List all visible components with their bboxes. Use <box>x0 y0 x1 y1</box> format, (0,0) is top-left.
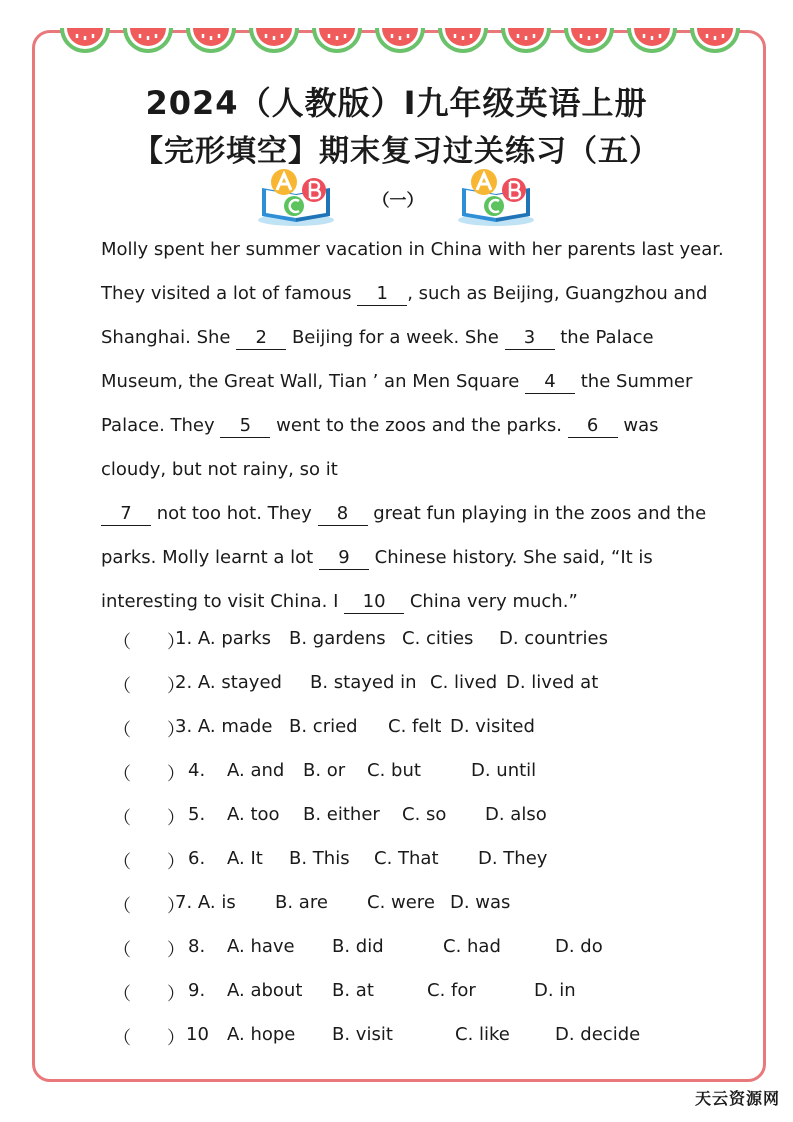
passage-text: cloudy, but not rainy, so it <box>101 459 338 480</box>
option-d: D. lived at <box>506 672 599 693</box>
watermelon-slice-icon <box>499 26 553 60</box>
answer-paren[interactable]: （ ） <box>113 1028 185 1049</box>
watermelon-slice-icon <box>625 26 679 60</box>
option-c: C. like <box>455 1024 510 1045</box>
passage-line <box>101 448 721 492</box>
passage-text: Museum, the Great Wall, Tian ’ an Men Square <box>101 371 526 392</box>
option-c: C. were <box>367 892 435 913</box>
answer-paren[interactable]: （ ） <box>113 940 185 961</box>
passage-line <box>101 272 721 316</box>
answer-blank-7[interactable]: 7 <box>101 503 151 526</box>
answer-paren[interactable]: （ ） <box>113 720 185 741</box>
watermelon-border-row <box>0 0 793 70</box>
option-a: A. and <box>227 760 285 781</box>
option-b: B. are <box>275 892 328 913</box>
page-subtitle: 【完形填空】期末复习过关练习（五） <box>133 134 660 169</box>
passage-text: Shanghai. She <box>101 327 237 348</box>
option-b: B. or <box>303 760 346 781</box>
watermelon-slice-icon <box>247 26 301 60</box>
answer-paren[interactable]: （ ） <box>113 676 185 697</box>
option-b: B. stayed in <box>310 672 417 693</box>
watermelon-slice-icon <box>121 26 175 60</box>
option-d: D. do <box>555 936 603 957</box>
passage-text: parks. Molly learnt a lot <box>101 547 319 568</box>
option-d: D. countries <box>499 628 608 649</box>
question-number: 5. <box>188 804 206 825</box>
option-b: B. gardens <box>289 628 386 649</box>
option-c: C. felt <box>388 716 442 737</box>
answer-paren[interactable]: （ ） <box>113 764 185 785</box>
answer-paren[interactable]: （ ） <box>113 808 185 829</box>
answer-blank-3[interactable]: 3 <box>505 327 555 350</box>
option-a: 1. A. parks <box>175 628 271 649</box>
watermelon-slice-icon <box>184 26 238 60</box>
answer-blank-8[interactable]: 8 <box>318 503 368 526</box>
watermelon-slice-icon <box>436 26 490 60</box>
option-a: A. too <box>227 804 280 825</box>
answer-blank-4[interactable]: 4 <box>525 371 575 394</box>
option-d: D. in <box>534 980 576 1001</box>
watermelon-slice-icon <box>310 26 364 60</box>
option-c: C. lived <box>430 672 498 693</box>
option-b: B. did <box>332 936 384 957</box>
option-b: B. This <box>289 848 350 869</box>
answer-blank-2[interactable]: 2 <box>236 327 286 350</box>
page-title: 2024（人教版）Ⅰ九年级英语上册 <box>145 84 648 122</box>
question-number: 6. <box>188 848 206 869</box>
watermelon-slice-icon <box>58 26 112 60</box>
passage-line <box>101 536 721 580</box>
passage-text: the Palace <box>554 327 654 348</box>
answer-blank-1[interactable]: 1 <box>357 283 407 306</box>
option-a: A. It <box>227 848 263 869</box>
abc-book-icon <box>256 168 336 228</box>
passage-text: China very much.” <box>404 591 578 612</box>
option-d: D. visited <box>450 716 535 737</box>
passage-text: was <box>617 415 659 436</box>
answer-blank-5[interactable]: 5 <box>220 415 270 438</box>
option-d: D. decide <box>555 1024 641 1045</box>
answer-paren[interactable]: （ ） <box>113 984 185 1005</box>
option-c: C. That <box>374 848 439 869</box>
option-d: D. also <box>485 804 547 825</box>
option-c: C. but <box>367 760 421 781</box>
option-a: A. have <box>227 936 295 957</box>
passage-line <box>101 228 724 272</box>
option-a: 7. A. is <box>175 892 236 913</box>
question-number: 8. <box>188 936 206 957</box>
answer-blank-10[interactable]: 10 <box>344 591 404 614</box>
option-c: C. so <box>402 804 447 825</box>
option-d: D. until <box>471 760 537 781</box>
option-c: C. cities <box>402 628 474 649</box>
option-c: C. had <box>443 936 501 957</box>
option-b: B. at <box>332 980 374 1001</box>
question-number: 9. <box>188 980 206 1001</box>
passage-line <box>101 360 721 404</box>
question-number: 4. <box>188 760 206 781</box>
passage-text: went to the zoos and the parks. <box>270 415 568 436</box>
watermelon-slice-icon <box>373 26 427 60</box>
passage-text: Chinese history. She said, “It is <box>368 547 653 568</box>
passage-line <box>101 404 721 448</box>
passage-text: great fun playing in the zoos and the <box>367 503 707 524</box>
passage-text: They visited a lot of famous <box>101 283 358 304</box>
answer-paren[interactable]: （ ） <box>113 896 185 917</box>
abc-book-icon <box>456 168 536 228</box>
option-a: 2. A. stayed <box>175 672 282 693</box>
answer-paren[interactable]: （ ） <box>113 632 185 653</box>
passage-text: Beijing for a week. She <box>286 327 505 348</box>
option-c: C. for <box>427 980 476 1001</box>
option-a: 3. A. made <box>175 716 273 737</box>
section-heading: （一） <box>372 191 424 211</box>
passage-text: Palace. They <box>101 415 221 436</box>
option-d: D. was <box>450 892 511 913</box>
question-number: 10 <box>186 1024 209 1045</box>
answer-paren[interactable]: （ ） <box>113 852 185 873</box>
passage-text: Molly spent her summer vacation in China with her parents last year. <box>101 239 724 260</box>
passage-line <box>101 492 721 536</box>
site-watermark: 天云资源网 <box>695 1089 781 1108</box>
passage-text: the Summer <box>575 371 693 392</box>
option-b: B. cried <box>289 716 358 737</box>
watermelon-slice-icon <box>688 26 742 60</box>
option-d: D. They <box>478 848 548 869</box>
passage-line <box>101 580 721 624</box>
answer-blank-9[interactable]: 9 <box>319 547 369 570</box>
passage-text: not too hot. They <box>151 503 318 524</box>
cloze-passage <box>101 228 724 624</box>
option-b: B. either <box>303 804 380 825</box>
option-a: A. hope <box>227 1024 296 1045</box>
passage-line <box>101 316 721 360</box>
option-a: A. about <box>227 980 303 1001</box>
watermelon-slice-icon <box>562 26 616 60</box>
answer-blank-6[interactable]: 6 <box>568 415 618 438</box>
passage-text: , such as Beijing, Guangzhou and <box>407 283 708 304</box>
passage-text: interesting to visit China. I <box>101 591 345 612</box>
option-b: B. visit <box>332 1024 393 1045</box>
